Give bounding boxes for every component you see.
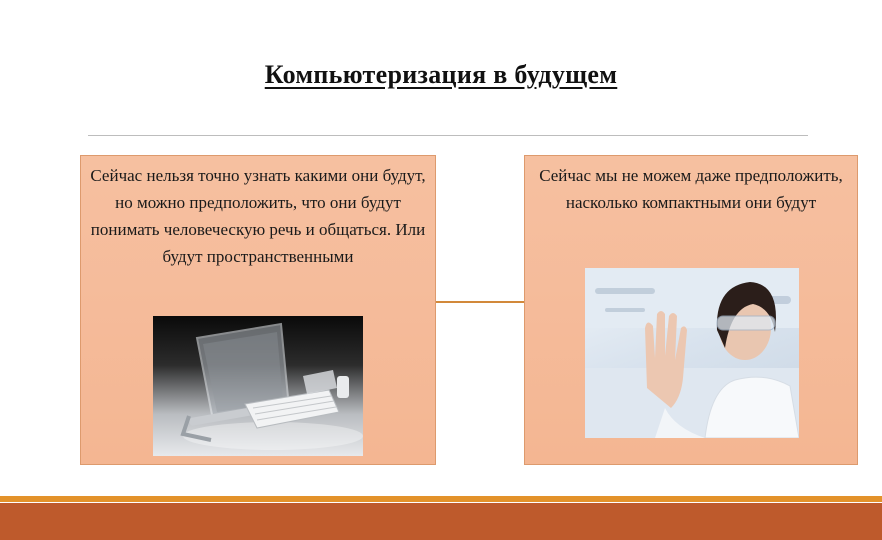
footer-stripe — [0, 496, 882, 502]
woman-touch-interface-image — [585, 268, 799, 438]
slide-title: Компьютеризация в будущем — [264, 60, 618, 89]
transparent-computer-image — [153, 316, 363, 456]
left-box-text: Сейчас нельзя точно узнать какими они будут, но можно предположить, что они будут понимать человеческую речь и общаться. Или будут пространственными — [90, 166, 426, 266]
title-divider — [88, 135, 808, 136]
right-content-box — [524, 155, 858, 465]
footer-band — [0, 503, 882, 540]
left-content-box — [80, 155, 436, 465]
right-box-text: Сейчас мы не можем даже предположить, насколько компактными они будут — [539, 166, 843, 212]
connector-line — [436, 301, 524, 303]
